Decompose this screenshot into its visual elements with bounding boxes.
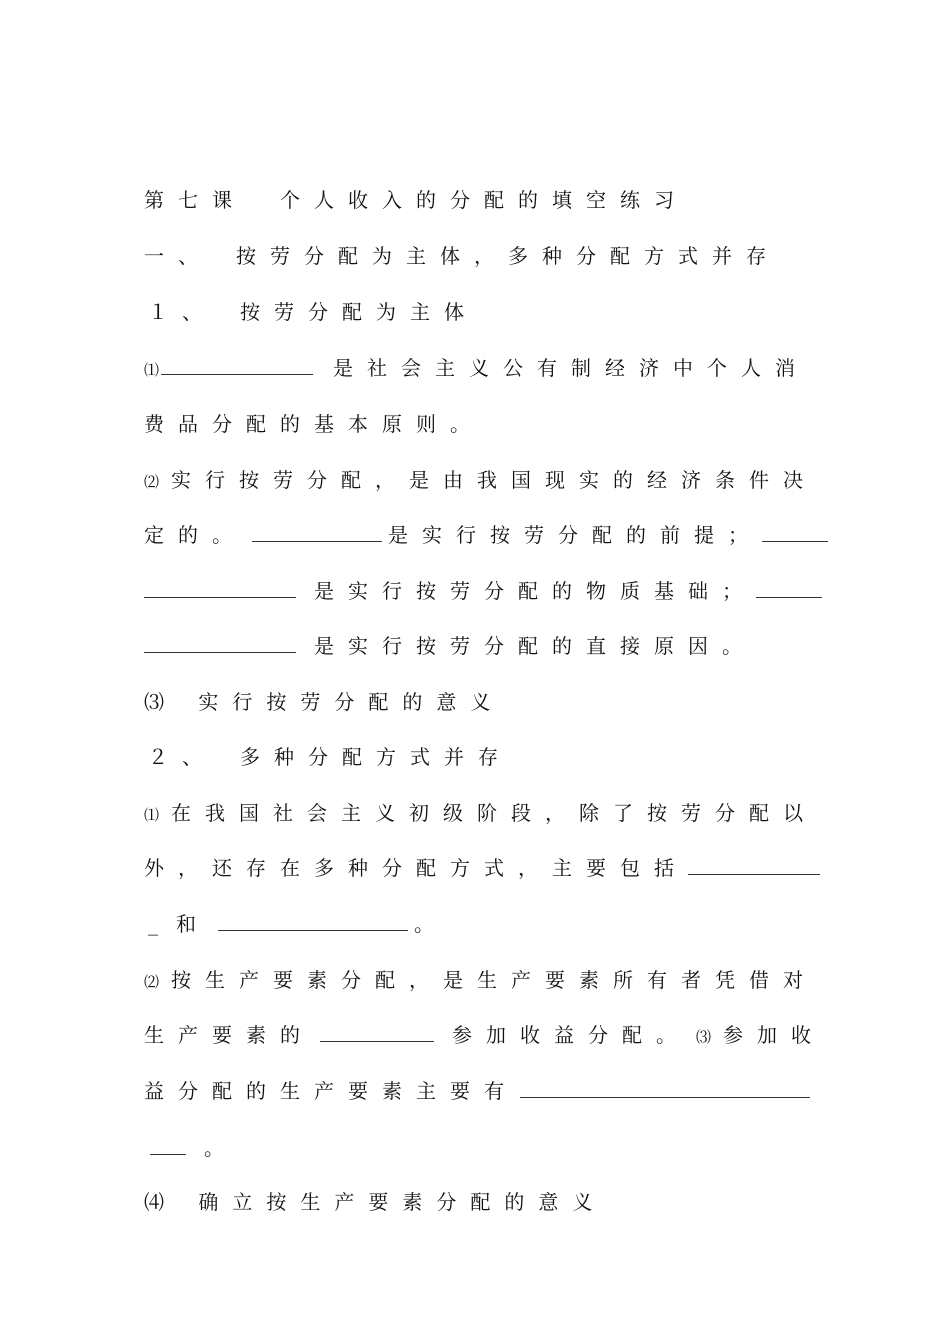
question-2-line-1 xyxy=(144,460,817,500)
point-2-line-1 xyxy=(144,960,817,1000)
question-text: 参加收 xyxy=(723,1023,826,1047)
fill-blank[interactable] xyxy=(144,575,296,598)
question-text: 在我国社会主义初级阶段，除了按劳分配以 xyxy=(171,801,818,825)
item-number: ⑵ xyxy=(144,973,160,991)
question-text: 是实行按劳分配的物质基础； xyxy=(314,579,756,603)
fill-blank[interactable] xyxy=(520,1075,810,1098)
question-text: 定的。 xyxy=(144,523,246,547)
point-1-line-3 xyxy=(144,904,434,944)
point-1-line-2 xyxy=(144,848,820,888)
question-text: 是实行按劳分配的前提； xyxy=(388,523,762,547)
point-3-line-1 xyxy=(144,1071,816,1111)
question-1-line-1 xyxy=(144,348,809,388)
question-text: 是实行按劳分配的直接原因。 xyxy=(314,634,756,658)
point-1-line-1 xyxy=(144,793,817,833)
question-text: 生产要素的 xyxy=(144,1023,314,1047)
fill-blank[interactable] xyxy=(161,352,313,375)
subheading-2: ２、 多种分配方式并存 xyxy=(148,745,512,769)
question-text: 和 xyxy=(176,912,196,936)
question-3: ⑶ 实行按劳分配的意义 xyxy=(144,690,505,714)
underscore-mark: _ xyxy=(148,912,158,936)
question-text: 实行按劳分配，是由我国现实的经济条件决 xyxy=(171,468,818,492)
page-title: 第七课 个人收入的分配的填空练习 xyxy=(144,188,688,212)
fill-blank[interactable] xyxy=(252,519,382,542)
item-number: ⑶ xyxy=(696,1028,712,1046)
period: 。 xyxy=(414,912,434,936)
question-2-line-4 xyxy=(144,626,756,666)
point-3-line-2 xyxy=(144,1128,224,1168)
section-heading-1: 一、 按劳分配为主体，多种分配方式并存 xyxy=(144,244,780,268)
question-1-line-2: 费品分配的基本原则。 xyxy=(144,412,484,436)
question-text: 是社会主义公有制经济中个人消 xyxy=(333,356,810,380)
fill-blank[interactable] xyxy=(320,1019,434,1042)
item-number: ⑵ xyxy=(144,473,160,491)
period: 。 xyxy=(204,1136,224,1160)
question-text: 参加收益分配。 xyxy=(452,1023,690,1047)
fill-blank[interactable] xyxy=(688,852,820,875)
fill-blank[interactable] xyxy=(150,1132,186,1155)
subheading-1: １、 按劳分配为主体 xyxy=(148,300,478,324)
item-number: ⑴ xyxy=(144,806,160,824)
question-text: 益分配的生产要素主要有 xyxy=(144,1079,518,1103)
point-4: ⑷ 确立按生产要素分配的意义 xyxy=(144,1190,607,1214)
fill-blank[interactable] xyxy=(756,575,822,598)
question-text: 外，还存在多种分配方式，主要包括 xyxy=(144,856,688,880)
fill-blank[interactable] xyxy=(218,908,408,931)
question-2-line-3 xyxy=(144,571,822,611)
question-2-line-2 xyxy=(144,515,828,555)
fill-blank[interactable] xyxy=(144,630,296,653)
point-2-line-2 xyxy=(144,1015,825,1055)
item-number: ⑴ xyxy=(144,361,160,379)
fill-blank[interactable] xyxy=(762,519,828,542)
question-text: 按生产要素分配，是生产要素所有者凭借对 xyxy=(171,968,818,992)
